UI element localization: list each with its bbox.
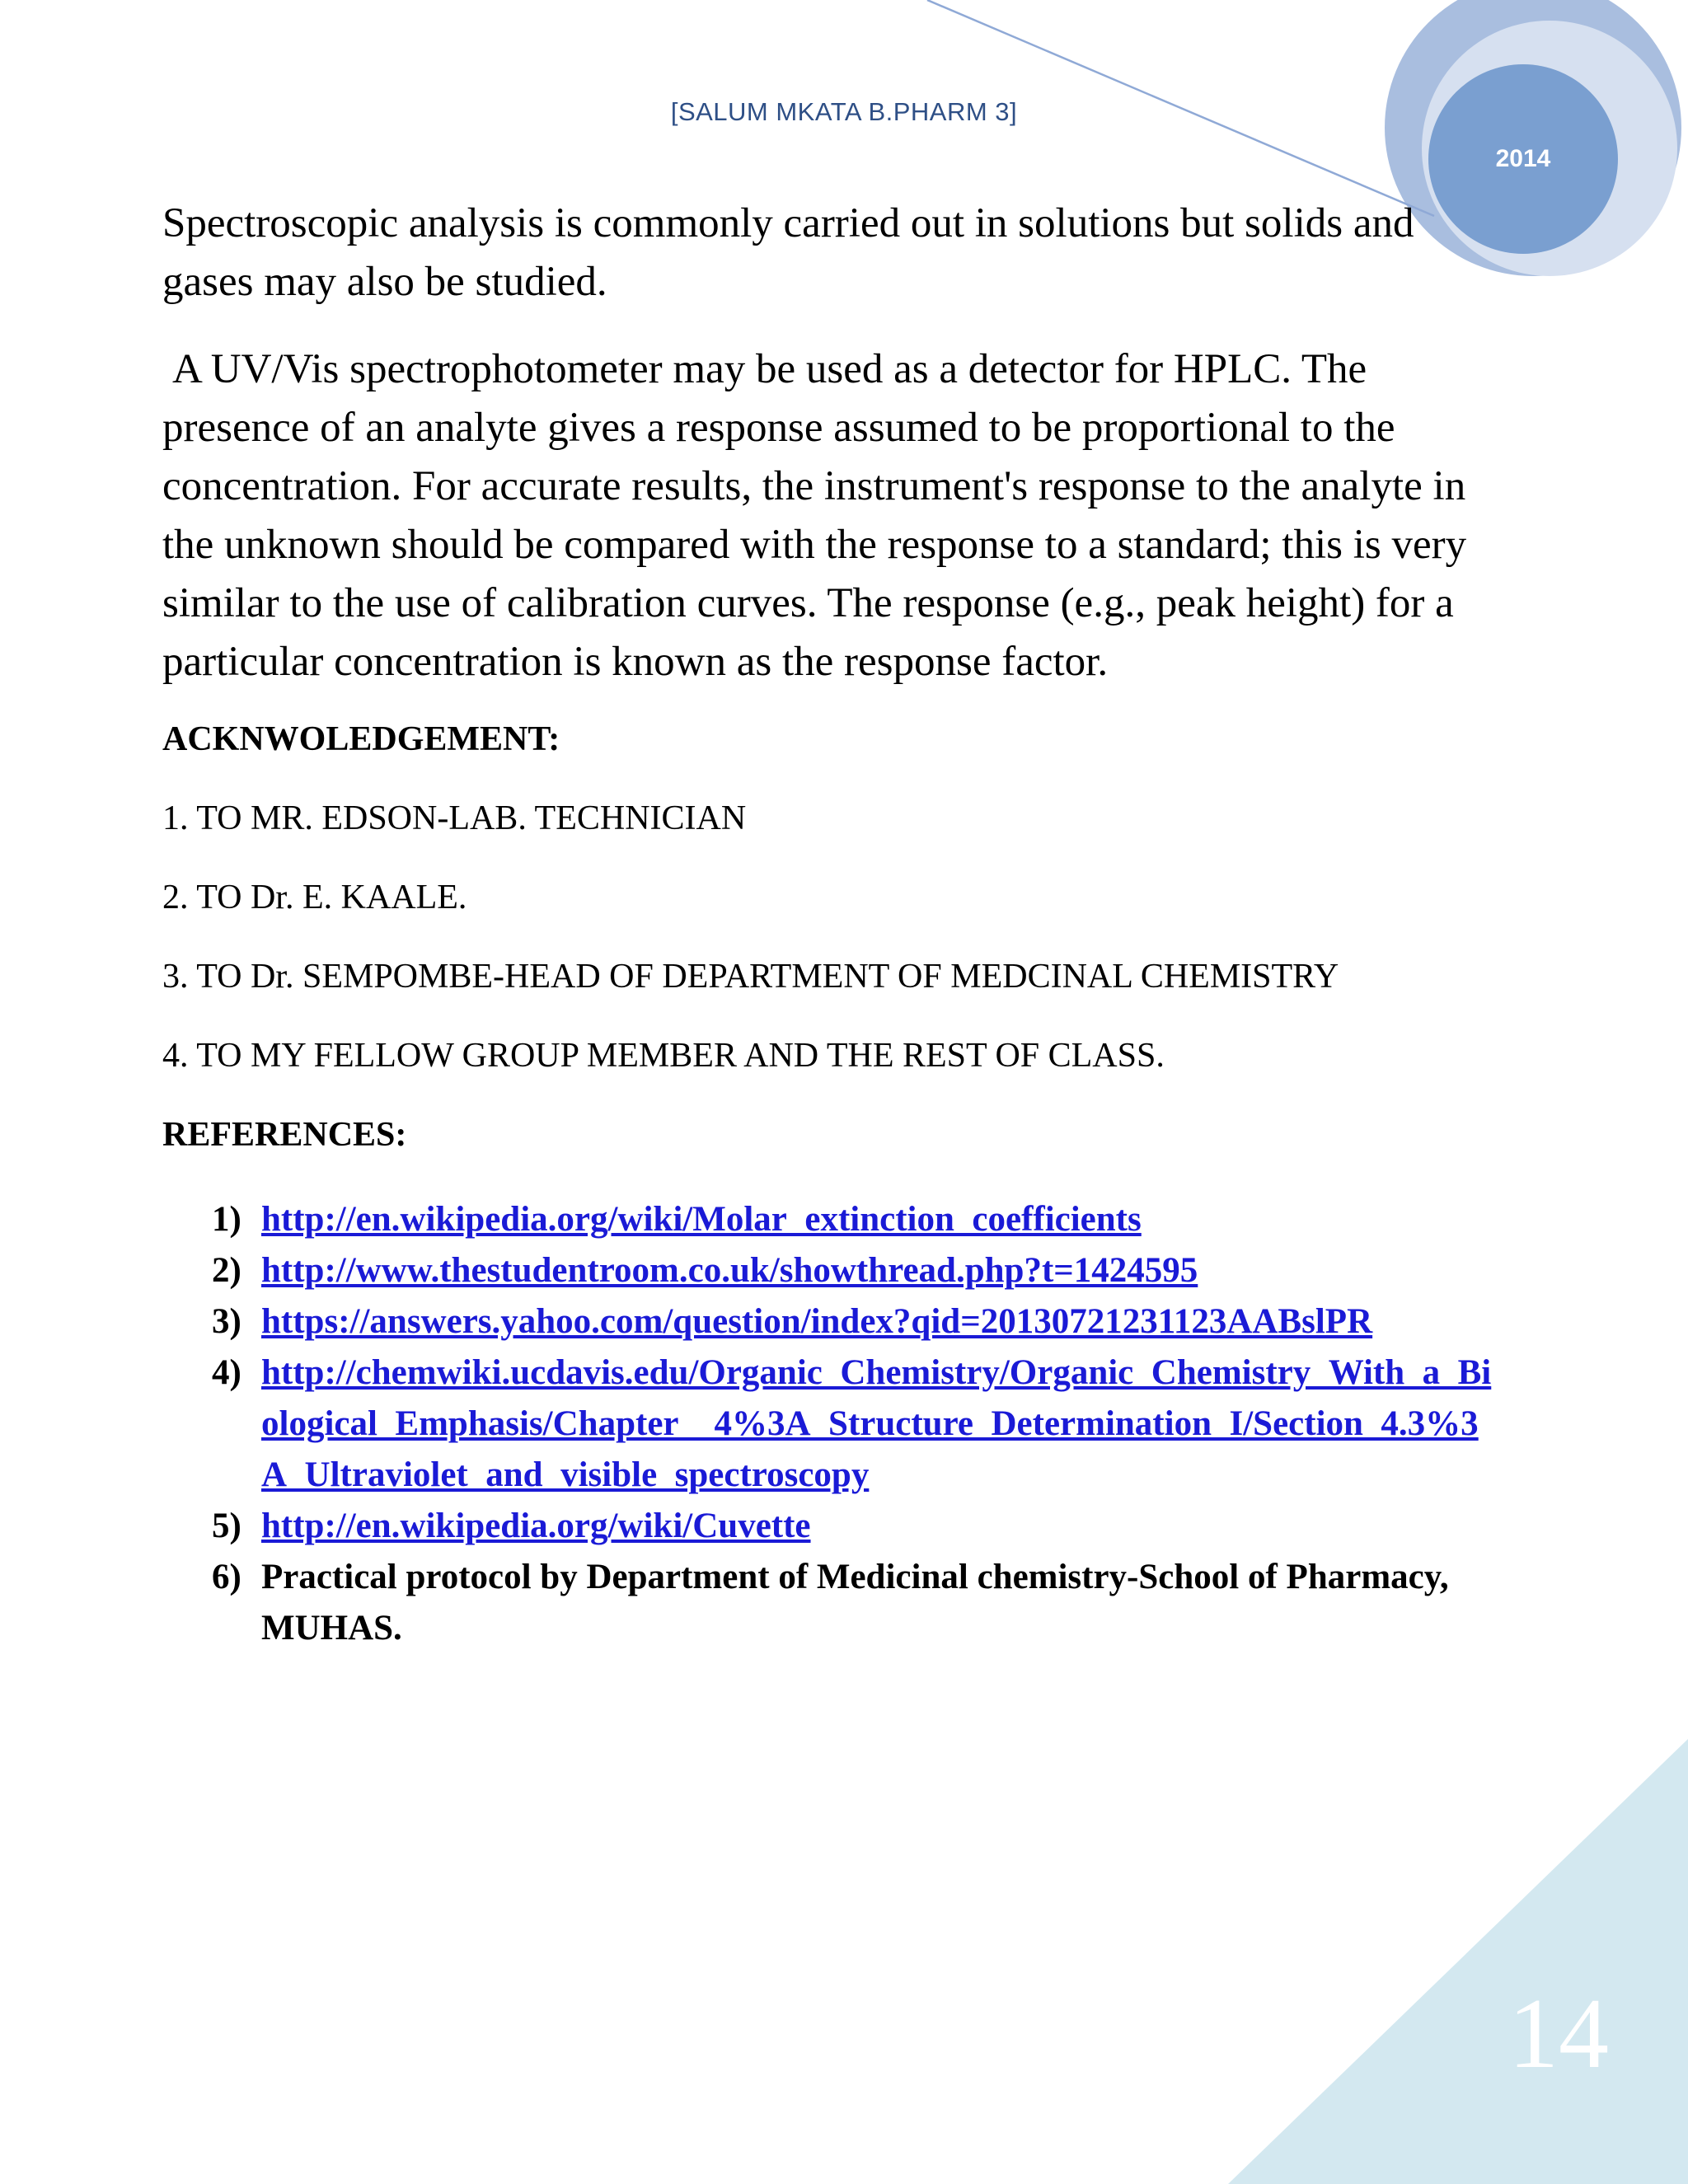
acknowledgement-item: 1. TO MR. EDSON-LAB. TECHNICIAN	[162, 799, 747, 837]
reference-number: 5)	[212, 1507, 241, 1545]
footer-triangle	[1228, 1739, 1688, 2184]
reference-text: Practical protocol by Department of Medicinal chemistry-School of Pharmacy, MUHAS.	[261, 1558, 1449, 1647]
running-header: [SALUM MKATA B.PHARM 3]	[670, 97, 1018, 126]
reference-number: 1)	[212, 1200, 241, 1239]
page-number: 14	[1508, 1978, 1609, 2089]
reference-link[interactable]: http://en.wikipedia.org/wiki/Cuvette	[261, 1507, 811, 1545]
header-year: 2014	[1495, 145, 1551, 172]
page-content	[162, 194, 1498, 1647]
reference-link[interactable]: https://answers.yahoo.com/question/index?qid=20130721231123AABslPR	[261, 1302, 1373, 1341]
reference-link[interactable]: http://www.thestudentroom.co.uk/showthread.php?t=1424595	[261, 1251, 1198, 1290]
body-paragraph: Spectroscopic analysis is commonly carried out in solutions but solids and gases may also be studied.	[162, 200, 1414, 305]
acknowledgement-heading: ACKNWOLEDGEMENT:	[162, 720, 560, 758]
reference-number: 6)	[212, 1558, 241, 1596]
reference-link[interactable]: http://chemwiki.ucdavis.edu/Organic_Chemistry/Organic_Chemistry_With_a_Biological_Emphasis/Chapter__4%3A_Structure_Determination_I/Section_4.3%3A_Ultraviolet_and_visible_spectroscopy	[261, 1353, 1492, 1494]
body-paragraph: A UV/Vis spectrophotometer may be used as a detector for HPLC. The presence of an analyte gives a response assumed to be proportional to the concentration. For accurate results, the instrument's response to the analyte in the unknown should be compared with the response to a standard; this is very similar to the use of calibration curves. The response (e.g., peak height) for a particular concentration is known as the response factor.	[162, 346, 1467, 685]
reference-number: 2)	[212, 1251, 241, 1290]
reference-number: 4)	[212, 1353, 241, 1392]
acknowledgement-item: 3. TO Dr. SEMPOMBE-HEAD OF DEPARTMENT OF MEDCINAL CHEMISTRY	[162, 958, 1339, 996]
reference-link[interactable]: http://en.wikipedia.org/wiki/Molar_extinction_coefficients	[261, 1200, 1142, 1239]
references-heading: REFERENCES:	[162, 1116, 407, 1154]
reference-number: 3)	[212, 1302, 241, 1341]
acknowledgement-item: 4. TO MY FELLOW GROUP MEMBER AND THE REST OF CLASS.	[162, 1037, 1165, 1075]
acknowledgement-item: 2. TO Dr. E. KAALE.	[162, 879, 467, 916]
